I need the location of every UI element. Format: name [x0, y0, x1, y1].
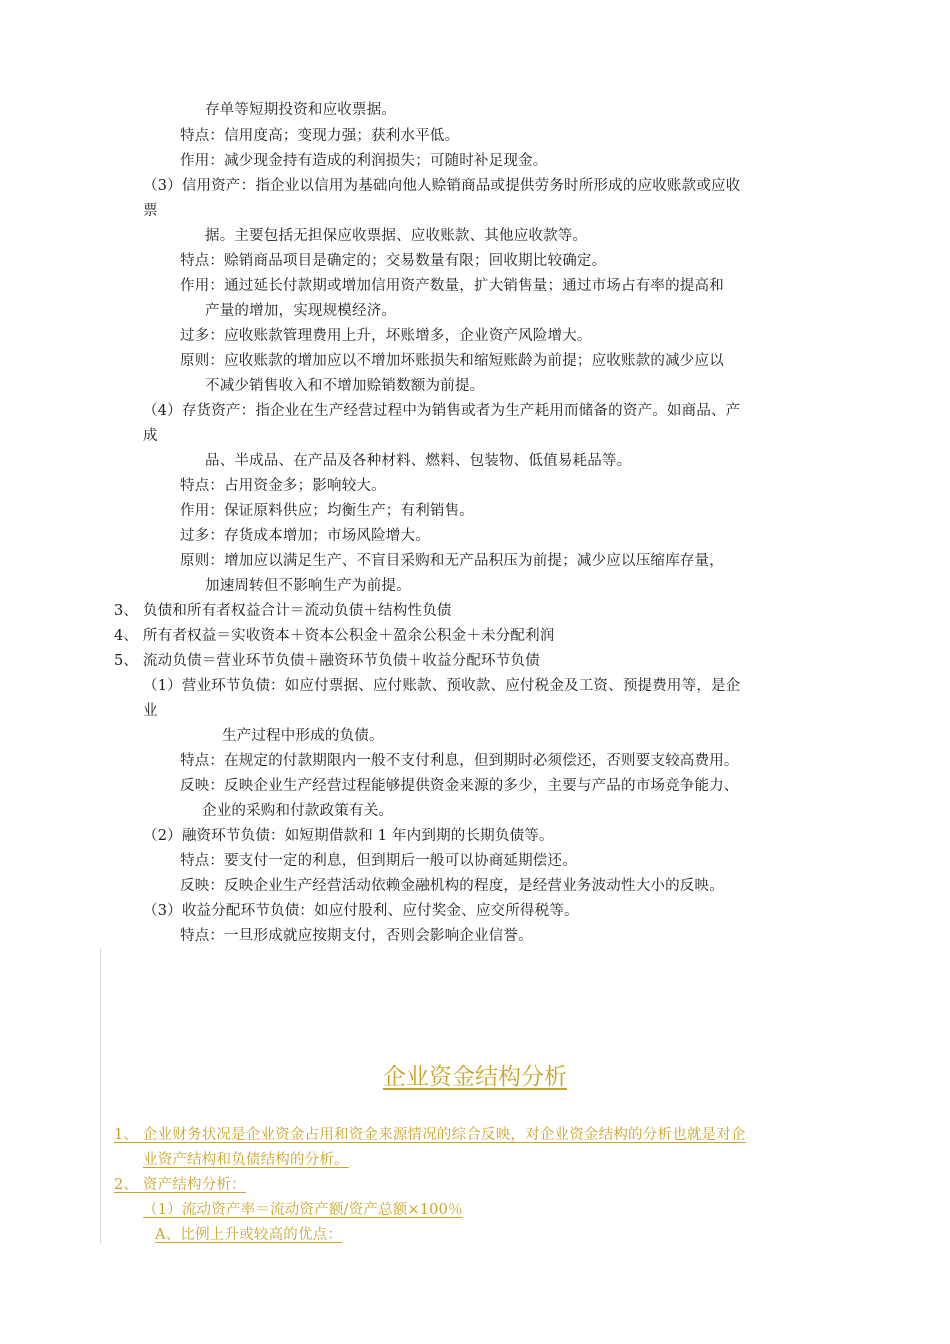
text-line: 特点：一旦形成就应按期支付，否则会影响企业信誉。: [180, 928, 533, 944]
margin-rule: [100, 948, 101, 1244]
text-line: 特点：信用度高；变现力强；获利水平低。: [180, 128, 460, 144]
text-line: 存单等短期投资和应收票据。: [205, 102, 397, 118]
text-line: 成: [143, 428, 158, 444]
section-heading: （4）存货资产：指企业在生产经营过程中为销售或者为生产耗用而储备的资产。如商品、产: [143, 403, 741, 419]
text-line: 业资产结构和负债结构的分析。: [143, 1152, 349, 1168]
text-line: 加速周转但不影响生产为前提。: [205, 578, 411, 594]
text-line: 原则：应收账款的增加应以不增加坏账损失和缩短账龄为前提；应收账款的减少应以: [180, 353, 724, 369]
text-line: 票: [143, 203, 158, 219]
formula-line: （1）流动资产率＝流动资产额/资产总额×100％: [143, 1202, 463, 1218]
text-line: 特点：赊销商品项目是确定的；交易数量有限；回收期比较确定。: [180, 253, 607, 269]
section-heading: （2）融资环节负债：如短期借款和 1 年内到期的长期负债等。: [143, 828, 554, 844]
text-line: 过多：存货成本增加；市场风险增大。: [180, 528, 430, 544]
numbered-item: 5、 流动负债＝营业环节负债＋融资环节负债＋收益分配环节负债: [114, 653, 540, 669]
text-line: 作用：通过延长付款期或增加信用资产数量，扩大销售量；通过市场占有率的提高和: [180, 278, 724, 294]
text-line: 反映：反映企业生产经营活动依赖金融机构的程度，是经营业务波动性大小的反映。: [180, 878, 724, 894]
text-line: 企业的采购和付款政策有关。: [202, 803, 394, 819]
text-line: A、比例上升或较高的优点：: [155, 1227, 343, 1243]
text-line: 特点：要支付一定的利息，但到期后一般可以协商延期偿还。: [180, 853, 577, 869]
text-line: 不减少销售收入和不增加赊销数额为前提。: [205, 378, 485, 394]
section-heading: （1）营业环节负债：如应付票据、应付账款、预收款、应付税金及工资、预提费用等，是企: [143, 678, 741, 694]
text-line: 反映：反映企业生产经营过程能够提供资金来源的多少，主要与产品的市场竞争能力、: [180, 778, 739, 794]
numbered-item: 4、 所有者权益＝实收资本＋资本公积金＋盈余公积金＋未分配利润: [114, 628, 555, 644]
text-line: 据。主要包括无担保应收票据、应收账款、其他应收款等。: [205, 228, 588, 244]
text-line: 原则：增加应以满足生产、不盲目采购和无产品积压为前提；减少应以压缩库存量，: [180, 553, 724, 569]
text-line: 过多：应收账款管理费用上升，坏账增多，企业资产风险增大。: [180, 328, 592, 344]
section-heading: （3）信用资产：指企业以信用为基础向他人赊销商品或提供劳务时所形成的应收账款或应收: [143, 178, 741, 194]
text-line: 作用：保证原料供应；均衡生产；有利销售。: [180, 503, 474, 519]
page-title: 企业资金结构分析: [383, 1064, 567, 1090]
text-line: 作用：减少现金持有造成的利润损失；可随时补足现金。: [180, 153, 548, 169]
text-line: 生产过程中形成的负债。: [222, 728, 384, 744]
text-line: 特点：占用资金多；影响较大。: [180, 478, 386, 494]
numbered-item: 3、 负债和所有者权益合计＝流动负债＋结构性负债: [114, 603, 452, 619]
section-heading: （3）收益分配环节负债：如应付股利、应付奖金、应交所得税等。: [143, 903, 579, 919]
text-line: 特点：在规定的付款期限内一般不支付利息，但到期时必须偿还，否则要支较高费用。: [180, 753, 739, 769]
text-line: 品、半成品、在产品及各种材料、燃料、包装物、低值易耗品等。: [205, 453, 632, 469]
numbered-item: 1、 企业财务状况是企业资金占用和资金来源情况的综合反映，对企业资金结构的分析也就是对企: [114, 1127, 746, 1143]
numbered-item: 2、 资产结构分析：: [114, 1177, 246, 1193]
text-line: 产量的增加，实现规模经济。: [205, 303, 397, 319]
text-line: 业: [143, 703, 158, 719]
